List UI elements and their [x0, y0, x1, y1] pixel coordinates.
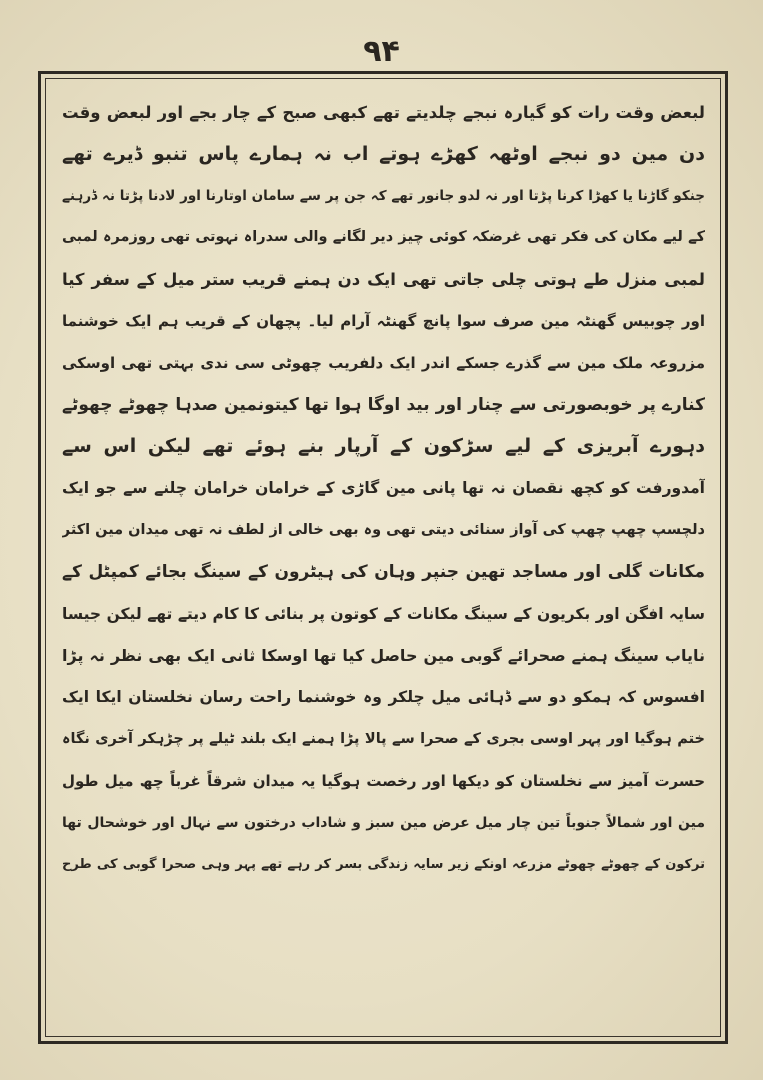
text-line: مین اور شمالاً جنوباً تین چار میل عرض مین سبز و شاداب درختون سے نہال اور خوشحال تھا: [62, 814, 705, 831]
text-line: آمدورفت کو کچھ نقصان نہ تھا پانی مین گاڑی کے خرامان خرامان چلنے سے جو ایک: [62, 479, 705, 498]
text-line: لمبی منزل طے ہوتی چلی جاتی تھی ایک دن ہمنے قریب ستر میل کے سفر کیا: [62, 270, 705, 290]
text-line: اور چوبیس گھنٹہ مین صرف سوا پانچ گھنٹہ آرام لیا۔ پچھان کے قریب ہم ایک خوشنما: [62, 311, 705, 330]
text-line: جنکو گاڑنا یا کھڑا کرنا پڑتا اور نہ لدو جانور تھے کہ جن پر سے سامان اوتارنا اور لادنا پڑتا نہ ڈرہنے: [62, 187, 705, 204]
page-number: ۹۴: [363, 34, 400, 69]
text-line: حسرت آمیز سے نخلستان کو دیکھا اور رخصت ہوگیا یہ میدان شرقاً غرباً چھ میل طول: [62, 771, 705, 790]
text-line: لبعض وقت رات کو گیارہ نبجے چلدیتے تھے کبھی صبح کے چار بجے اور لبعض وقت: [62, 103, 705, 122]
text-line: ختم ہوگیا اور پہر اوسی بجری کے صحرا سے پالا پڑا ہمنے ایک بلند ٹیلے پر چڑہکر آخری نگاہ: [62, 730, 705, 747]
text-line: نایاب سینگ ہمنے صحرائے گوبی مین حاصل کیا تھا اوسکا ثانی ایک بھی نظر نہ پڑا: [62, 646, 705, 666]
text-line: دن مین دو نبجے اوٹھہ کھڑے ہوتے اب نہ ہمارے پاس تنبو ڈیرے تھے: [62, 142, 705, 165]
text-line: دہورے آبریزی کے لیے سڑکون کے آرپار بنے ہوئے تھے لیکن اس سے: [62, 435, 705, 458]
body-text: [62, 92, 705, 1028]
text-line: دلچسپ چھپ چھپ کی آواز سنائی دیتی تھی وہ بھی خالی از لطف نہ تھی میدان مین اکثر: [62, 521, 705, 538]
text-line: افسوس کہ ہمکو دو سے ڈہائی میل چلکر وہ خوشنما راحت رسان نخلستان ایکا ایک: [62, 688, 705, 707]
text-line: ترکون کے چھوٹے چھوٹے مزرعہ اونکے زیر سایہ زندگی بسر کر رہے تھے پہر وہی صحرا گوبی کی طرح: [62, 857, 705, 873]
text-line: مکانات گلی اور مساجد تھین جنپر وہان کی ہیٹرون کے سینگ بجائے کمپٹل کے: [62, 561, 705, 582]
text-line: کنارے پر خوبصورتی سے چنار اور بید اوگا ہوا تھا کیتونمین صدہا چھوٹے چھوٹے: [62, 394, 705, 415]
text-line: سایہ افگن اور بکریون کے سینگ مکانات کے کوتون پر بنائی کا کام دیتے تھے لیکن جیسا: [62, 604, 705, 623]
text-line: مزروعہ ملک مین سے گذرے جسکے اندر ایک دلفریب چھوٹی سی ندی بہتی تھی اوسکی: [62, 353, 705, 372]
text-line: کے لیے مکان کی فکر تھی غرضکہ کوئی چیز دیر لگانے والی سدراہ نہوتی تھی روزمرہ لمبی: [62, 229, 705, 246]
